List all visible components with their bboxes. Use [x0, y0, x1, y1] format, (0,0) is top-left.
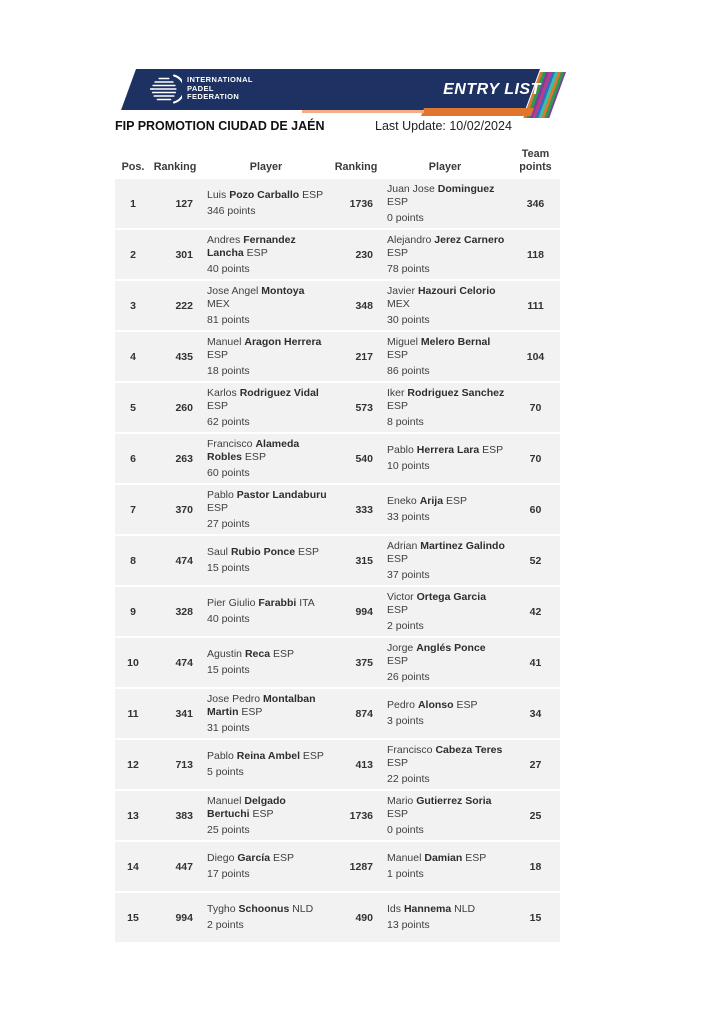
- player2-cell: [379, 336, 511, 378]
- player1-name: Manuel Aragon Herrera ESP: [207, 335, 322, 361]
- player1-name: Andres Fernandez Lancha ESP: [207, 233, 296, 259]
- player2-cell: [379, 183, 511, 225]
- team-points-cell: 52: [529, 554, 542, 567]
- last-update-label: Last Update: 10/02/2024: [375, 119, 512, 133]
- position-cell: 3: [130, 299, 136, 312]
- player1-points: 2 points: [207, 919, 244, 931]
- player2-cell: [379, 591, 511, 633]
- banner-salmon-line: [302, 110, 424, 113]
- player2-name: Manuel Damian ESP: [387, 852, 487, 864]
- team-points-cell: 41: [529, 656, 542, 669]
- player1-points: 17 points: [207, 868, 250, 880]
- team-points-cell: 70: [529, 401, 542, 414]
- ranking-cell-player2: 348: [355, 299, 373, 312]
- ranking-cell-player2: 490: [355, 911, 373, 924]
- ipf-logo: [150, 74, 253, 104]
- event-title: FIP PROMOTION CIUDAD DE JAÉN: [115, 119, 325, 133]
- player1-name: Jose Pedro Montalban Martin ESP: [207, 692, 316, 718]
- player1-name: Karlos Rodriguez Vidal ESP: [207, 386, 319, 412]
- player1-points: 25 points: [207, 823, 250, 836]
- table-row: [115, 689, 560, 738]
- ranking-cell-player2: 375: [355, 656, 373, 669]
- player1-points: 40 points: [207, 262, 250, 275]
- player2-points: 37 points: [387, 568, 430, 581]
- player2-name: Alejandro Jerez Carnero ESP: [387, 233, 505, 259]
- player1-name: Saul Rubio Ponce ESP: [207, 546, 320, 558]
- ranking-cell-player1: 127: [175, 197, 193, 210]
- ranking-cell-player1: 263: [175, 452, 193, 465]
- column-header-team-points: Team points: [519, 148, 552, 173]
- ranking-cell-player1: 260: [175, 401, 193, 414]
- player2-cell: [379, 444, 511, 473]
- position-cell: 2: [130, 248, 136, 261]
- team-points-cell: 34: [529, 707, 542, 720]
- position-cell: 9: [130, 605, 136, 618]
- player2-name: Adrian Martinez Galindo ESP: [387, 539, 505, 565]
- team-points-cell: 70: [529, 452, 542, 465]
- player1-cell: [199, 489, 333, 531]
- player2-points: 33 points: [387, 511, 430, 523]
- team-points-cell: 27: [529, 758, 542, 771]
- ranking-cell-player1: 447: [175, 860, 193, 873]
- player1-points: 27 points: [207, 517, 250, 530]
- player2-name: Miguel Melero Bernal ESP: [387, 335, 491, 361]
- player1-name: Manuel Delgado Bertuchi ESP: [207, 794, 286, 820]
- player1-cell: [199, 285, 333, 327]
- ranking-cell-player1: 994: [175, 911, 193, 924]
- player1-cell: [199, 852, 333, 881]
- ranking-cell-player2: 874: [355, 707, 373, 720]
- player1-points: 18 points: [207, 364, 250, 377]
- ranking-cell-player1: 474: [175, 656, 193, 669]
- ipf-logo-globe-icon: [150, 74, 182, 104]
- ranking-cell-player2: 230: [355, 248, 373, 261]
- position-cell: 11: [127, 707, 139, 720]
- player2-points: 26 points: [387, 670, 430, 683]
- player1-cell: [199, 438, 333, 480]
- player2-points: 78 points: [387, 262, 430, 275]
- player1-cell: [199, 189, 333, 218]
- position-cell: 8: [130, 554, 136, 567]
- position-cell: 10: [127, 656, 139, 669]
- team-points-cell: 111: [527, 299, 544, 312]
- player1-name: Tygho Schoonus NLD: [207, 903, 314, 915]
- player2-name: Javier Hazouri Celorio MEX: [387, 284, 496, 310]
- position-cell: 5: [130, 401, 136, 414]
- player2-cell: [379, 540, 511, 582]
- player1-points: 5 points: [207, 766, 244, 778]
- table-row: [115, 485, 560, 534]
- ranking-cell-player2: 413: [355, 758, 373, 771]
- ranking-cell-player2: 1736: [349, 809, 373, 822]
- column-header-pos: Pos.: [121, 161, 145, 173]
- banner-orange-bar: [421, 108, 534, 116]
- team-points-cell: 346: [526, 197, 545, 210]
- player1-cell: [199, 903, 333, 932]
- player2-name: Eneko Arija ESP: [387, 495, 467, 507]
- player1-name: Jose Angel Montoya MEX: [207, 284, 305, 310]
- ranking-cell-player2: 315: [355, 554, 373, 567]
- ranking-cell-player2: 573: [355, 401, 373, 414]
- ranking-cell-player1: 222: [175, 299, 193, 312]
- player1-points: 15 points: [207, 562, 250, 574]
- player2-name: Francisco Cabeza Teres ESP: [387, 743, 503, 769]
- player1-points: 62 points: [207, 415, 250, 428]
- position-cell: 12: [127, 758, 139, 771]
- entry-table: [115, 148, 560, 944]
- player1-points: 31 points: [207, 721, 250, 734]
- player1-name: Pier Giulio Farabbi ITA: [207, 597, 315, 609]
- table-row: [115, 230, 560, 279]
- ranking-cell-player2: 333: [355, 503, 373, 516]
- player2-name: Mario Gutierrez Soria ESP: [387, 794, 492, 820]
- table-row: [115, 740, 560, 789]
- ranking-cell-player2: 1287: [349, 860, 373, 873]
- column-header-ranking1: Ranking: [153, 161, 197, 173]
- player2-name: Ids Hannema NLD: [387, 903, 476, 915]
- player2-cell: [379, 699, 511, 728]
- table-header-row: [115, 148, 560, 179]
- ranking-cell-player1: 383: [175, 809, 193, 822]
- column-header-player1: Player: [249, 161, 283, 173]
- player1-name: Pablo Reina Ambel ESP: [207, 750, 324, 762]
- ranking-cell-player1: 474: [175, 554, 193, 567]
- player1-name: Luis Pozo Carballo ESP: [207, 189, 324, 201]
- position-cell: 4: [130, 350, 136, 363]
- table-row: [115, 638, 560, 687]
- table-row: [115, 383, 560, 432]
- player1-points: 346 points: [207, 205, 256, 217]
- position-cell: 7: [130, 503, 136, 516]
- ranking-cell-player1: 435: [175, 350, 193, 363]
- player2-points: 22 points: [387, 772, 430, 785]
- table-row: [115, 332, 560, 381]
- player2-cell: [379, 642, 511, 684]
- player1-cell: [199, 546, 333, 575]
- ipf-logo-wordmark: INTERNATIONAL PADEL FEDERATION: [187, 75, 253, 102]
- player1-points: 60 points: [207, 466, 250, 479]
- player2-points: 8 points: [387, 415, 424, 428]
- ranking-cell-player1: 301: [175, 248, 193, 261]
- ranking-cell-player1: 713: [175, 758, 193, 771]
- player1-name: Pablo Pastor Landaburu ESP: [207, 488, 327, 514]
- player1-cell: [199, 597, 333, 626]
- player1-name: Diego García ESP: [207, 852, 294, 864]
- table-row: [115, 842, 560, 891]
- player2-points: 0 points: [387, 211, 424, 224]
- player2-cell: [379, 234, 511, 276]
- player1-cell: [199, 336, 333, 378]
- player2-cell: [379, 903, 511, 932]
- player1-cell: [199, 795, 333, 837]
- player2-cell: [379, 795, 511, 837]
- table-row: [115, 434, 560, 483]
- team-points-cell: 60: [529, 503, 542, 516]
- player1-cell: [199, 648, 333, 677]
- team-points-cell: 15: [529, 911, 542, 924]
- table-row: [115, 179, 560, 228]
- player2-cell: [379, 852, 511, 881]
- table-body: [115, 179, 560, 942]
- player2-points: 2 points: [387, 619, 424, 632]
- team-points-cell: 104: [526, 350, 545, 363]
- team-points-cell: 25: [529, 809, 542, 822]
- position-cell: 13: [127, 809, 139, 822]
- player1-cell: [199, 693, 333, 735]
- player1-name: Francisco Alameda Robles ESP: [207, 437, 300, 463]
- team-points-cell: 18: [529, 860, 542, 873]
- player2-points: 3 points: [387, 715, 424, 727]
- player2-points: 13 points: [387, 919, 430, 931]
- player2-points: 0 points: [387, 823, 424, 836]
- player1-cell: [199, 234, 333, 276]
- team-points-cell: 118: [527, 248, 544, 261]
- team-points-cell: 42: [529, 605, 542, 618]
- player2-cell: [379, 285, 511, 327]
- player1-cell: [199, 387, 333, 429]
- column-header-ranking2: Ranking: [334, 161, 378, 173]
- player2-name: Pablo Herrera Lara ESP: [387, 444, 504, 456]
- table-row: [115, 587, 560, 636]
- player2-name: Pedro Alonso ESP: [387, 699, 478, 711]
- ranking-cell-player2: 540: [355, 452, 373, 465]
- table-row: [115, 791, 560, 840]
- player2-name: Juan Jose Dominguez ESP: [387, 182, 495, 208]
- player1-points: 81 points: [207, 313, 250, 326]
- ranking-cell-player1: 341: [175, 707, 193, 720]
- ranking-cell-player2: 994: [355, 605, 373, 618]
- column-header-player2: Player: [428, 161, 462, 173]
- player2-cell: [379, 387, 511, 429]
- player2-name: Jorge Anglés Ponce ESP: [387, 641, 486, 667]
- position-cell: 15: [127, 911, 139, 924]
- table-row: [115, 536, 560, 585]
- ranking-cell-player1: 328: [175, 605, 193, 618]
- player2-points: 10 points: [387, 460, 430, 472]
- player1-points: 40 points: [207, 613, 250, 625]
- position-cell: 1: [130, 197, 136, 210]
- player2-name: Victor Ortega Garcia ESP: [387, 590, 487, 616]
- player2-name: Iker Rodriguez Sanchez ESP: [387, 386, 505, 412]
- player1-cell: [199, 750, 333, 779]
- table-row: [115, 281, 560, 330]
- player2-cell: [379, 495, 511, 524]
- ranking-cell-player2: 1736: [349, 197, 373, 210]
- player2-cell: [379, 744, 511, 786]
- position-cell: 14: [127, 860, 139, 873]
- position-cell: 6: [130, 452, 136, 465]
- player2-points: 1 points: [387, 868, 424, 880]
- player1-name: Agustin Reca ESP: [207, 648, 294, 660]
- player2-points: 86 points: [387, 364, 430, 377]
- table-row: [115, 893, 560, 942]
- ranking-cell-player2: 217: [355, 350, 373, 363]
- ranking-cell-player1: 370: [175, 503, 193, 516]
- player1-points: 15 points: [207, 664, 250, 676]
- entry-list-title: ENTRY LIST: [443, 81, 541, 98]
- player2-points: 30 points: [387, 313, 430, 326]
